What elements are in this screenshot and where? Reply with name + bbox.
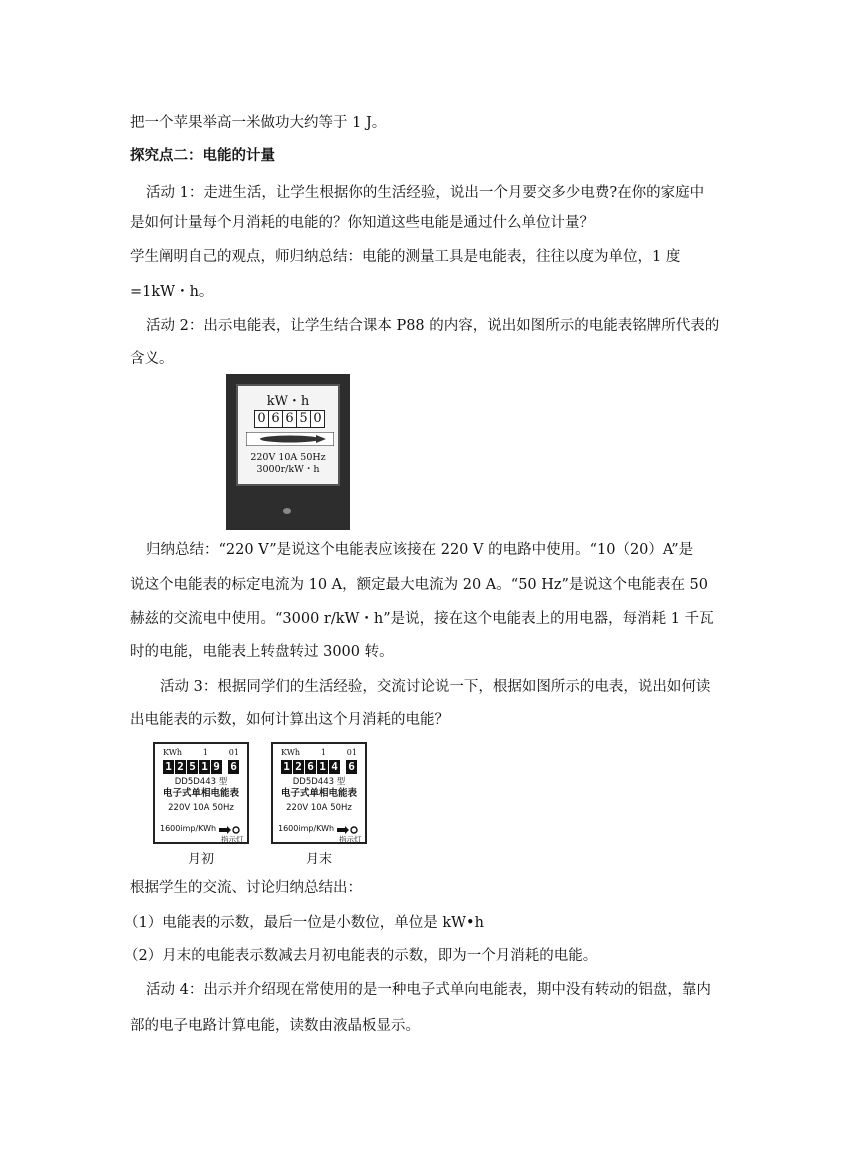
meter-digits xyxy=(281,760,358,774)
activity-3-line-1: 活动 3：根据同学们的生活经验，交流讨论说一下，根据如图所示的电表，说出如何读 xyxy=(160,679,711,695)
meter-fraction-digit: 6 xyxy=(346,760,357,774)
counter-digit: 6 xyxy=(283,411,297,427)
meter-digit: 5 xyxy=(187,760,198,774)
indicator-lamp-label: 指示灯 xyxy=(339,835,362,844)
screw-icon xyxy=(283,508,291,514)
counter-digit: 6 xyxy=(269,411,283,427)
meter-top-row xyxy=(163,748,239,757)
summary-2-line-2: 说这个电能表的标定电流为 10 A，额定最大电流为 20 A。“50 Hz”是说这个电能表在 50 xyxy=(130,577,709,593)
meter-spec-line-2: 3000r/kW・h xyxy=(256,464,320,475)
disc-meter-figure xyxy=(226,374,350,530)
activity-3-line-2: 出电能表的示数，如何计算出这个月消耗的电能？ xyxy=(130,712,449,728)
counter-digit: 5 xyxy=(297,411,311,427)
meter-digit: 2 xyxy=(293,760,304,774)
activity-1-line-2: 是如何计量每个月消耗的电能的？你知道这些电能是通过什么单位计量？ xyxy=(130,215,594,231)
meter-digit: 2 xyxy=(175,760,186,774)
electronic-meter-end xyxy=(271,742,367,844)
activity-1-line-1: 活动 1：走进生活，让学生根据你的生活经验，说出一个月要交多少电费?在你的家庭中 xyxy=(146,185,705,201)
meter-imp: 1600imp/KWh xyxy=(278,824,335,833)
meter-faceplate xyxy=(236,384,340,486)
meter-phase: 1 xyxy=(202,748,208,757)
summary-3-intro: 根据学生的交流、讨论归纳总结出： xyxy=(130,880,362,896)
rotating-disc-icon xyxy=(246,432,334,446)
activity-4-line-2: 部的电子电路计算电能，读数由液晶板显示。 xyxy=(130,1018,420,1034)
meter-digit: 9 xyxy=(211,760,222,774)
meter-unit-label: kW・h xyxy=(266,394,310,409)
meter-name: 电子式单相电能表 xyxy=(162,788,239,799)
meter-model: DD5D443 型 xyxy=(174,777,228,787)
meter-digit: 6 xyxy=(305,760,316,774)
activity-4-line-1: 活动 4：出示并介绍现在常使用的是一种电子式单向电能表，期中没有转动的铝盘，靠内 xyxy=(146,982,711,998)
meter-spec: 220V 10A 50Hz xyxy=(168,803,234,813)
meter-imp: 1600imp/KWh xyxy=(160,824,217,833)
summary-3-item-1: （1）电能表的示数，最后一位是小数位，单位是 kW•h xyxy=(124,915,484,931)
meter-unit: KWh xyxy=(281,748,301,757)
meter-spec-line-1: 220V 10A 50Hz xyxy=(250,452,326,463)
counter-digit: 0 xyxy=(311,411,324,427)
indicator-lamp-icon xyxy=(219,826,241,834)
electronic-meter-start xyxy=(153,742,249,844)
summary-2-line-4: 时的电能，电能表上转盘转过 3000 转。 xyxy=(130,644,394,660)
summary-3-item-2: （2）月末的电能表示数减去月初电能表的示数，即为一个月消耗的电能。 xyxy=(124,948,598,964)
meter-digit: 4 xyxy=(329,760,340,774)
activity-2-line-2: 含义。 xyxy=(130,351,174,367)
meter-digit: 1 xyxy=(317,760,328,774)
summary-2-line-1: 归纳总结：“220 V”是说这个电能表应该接在 220 V 的电路中使用。“10（20）A”是 xyxy=(146,542,694,558)
meter-phase: 1 xyxy=(320,748,326,757)
meter-digits xyxy=(163,760,240,774)
meter-digit: 1 xyxy=(199,760,210,774)
indicator-lamp-icon xyxy=(337,826,359,834)
meter-digit: 1 xyxy=(281,760,292,774)
section-heading: 探究点二：电能的计量 xyxy=(130,147,275,164)
summary-1-line-1: 学生阐明自己的观点，师归纳总结：电能的测量工具是电能表，往往以度为单位，1 度 xyxy=(130,249,681,265)
meter-name: 电子式单相电能表 xyxy=(280,788,357,799)
meter-spec: 220V 10A 50Hz xyxy=(286,803,352,813)
counter-digit: 0 xyxy=(255,411,269,427)
activity-2-line-1: 活动 2：出示电能表，让学生结合课本 P88 的内容，说出如图所示的电能表铭牌所代表的 xyxy=(146,318,720,334)
caption-end-of-month: 月末 xyxy=(305,852,332,867)
meter-code: 01 xyxy=(346,748,357,757)
caption-start-of-month: 月初 xyxy=(187,852,214,867)
meter-fraction-digit: 6 xyxy=(228,760,239,774)
meter-unit: KWh xyxy=(163,748,183,757)
paragraph-apple-work: 把一个苹果举高一米做功大约等于 1 J。 xyxy=(130,115,387,131)
summary-2-line-3: 赫兹的交流电中使用。“3000 r/kW・h”是说，接在这个电能表上的用电器，每消耗 1 千瓦 xyxy=(130,611,714,627)
indicator-lamp-label: 指示灯 xyxy=(221,835,244,844)
meter-digit: 1 xyxy=(163,760,174,774)
meter-counter xyxy=(254,410,325,428)
meter-code: 01 xyxy=(228,748,239,757)
summary-1-line-2: =1kW・h。 xyxy=(130,284,214,300)
meter-model: DD5D443 型 xyxy=(292,777,346,787)
meter-top-row xyxy=(281,748,357,757)
